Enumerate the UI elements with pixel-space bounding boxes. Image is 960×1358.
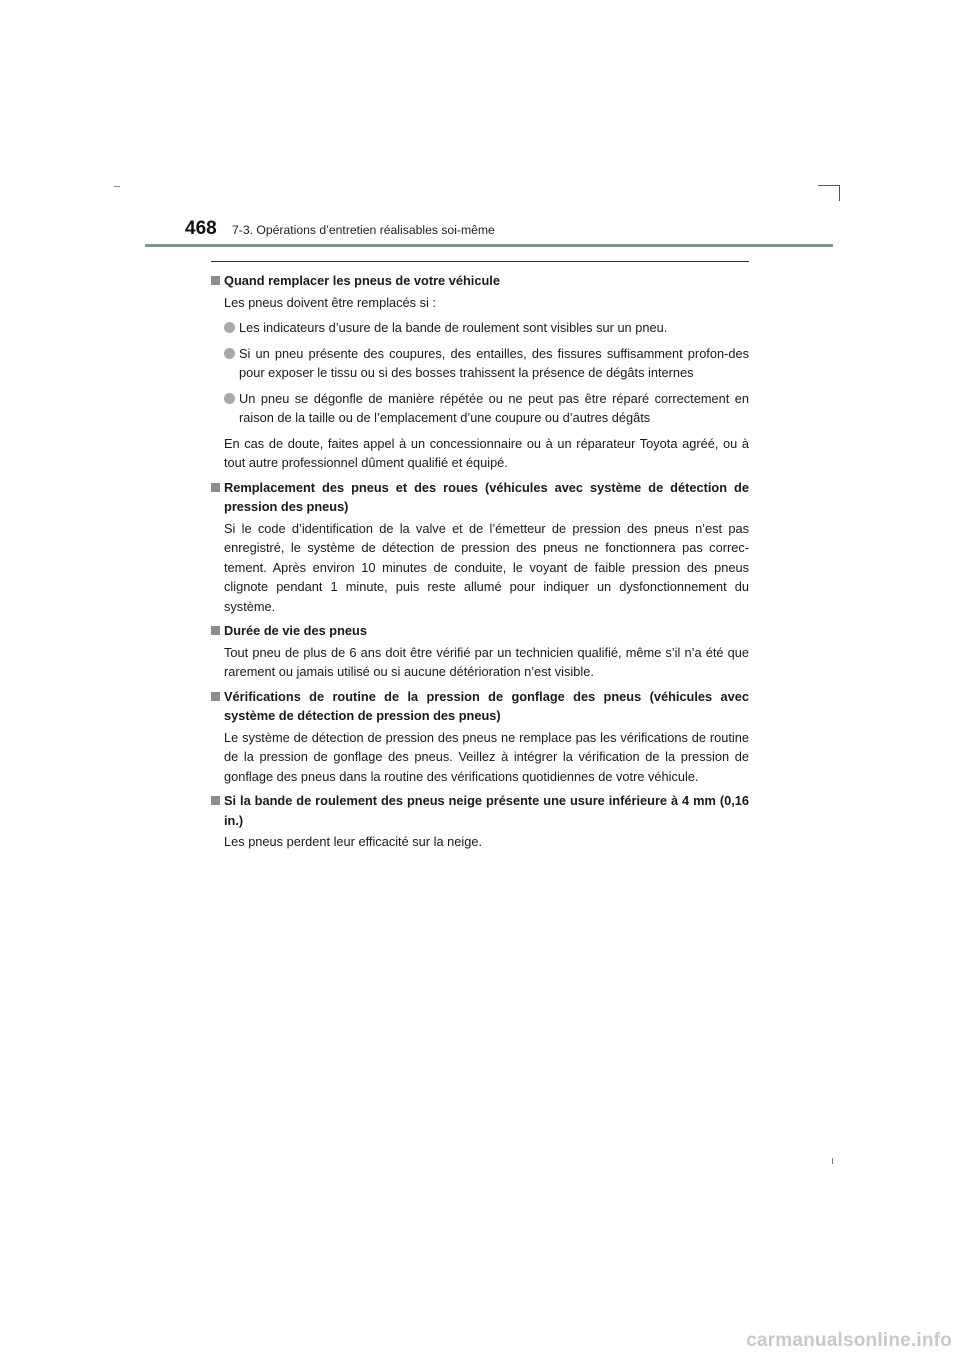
list-item	[224, 389, 749, 428]
section-when-to-replace	[211, 271, 749, 473]
square-bullet-icon	[211, 796, 220, 805]
section-heading	[211, 791, 749, 830]
crop-mark-top-right-vertical	[839, 185, 840, 201]
paragraph: Les pneus doivent être remplacés si :	[224, 294, 436, 310]
content-rule	[211, 261, 749, 262]
page-number: 468	[185, 218, 217, 239]
heading-text: Durée de vie des pneus	[224, 623, 367, 638]
paragraph: Si le code d’identification de la valve et de l’émetteur de pression des pneus n’est pas enregistré, le système de détection de pression des pneus ne fonctionnera pas correc-tement. Après environ 10 minutes de conduite, le voyant de faible pression des pneus clignote pendant 1 minute, puis reste allumé pour indiquer un dysfonctionnement du système.	[224, 520, 749, 614]
square-bullet-icon	[211, 626, 220, 635]
heading-text: Si la bande de roulement des pneus neige présente une usure inférieure à 4 mm (0,16 in.)	[224, 793, 749, 828]
square-bullet-icon	[211, 483, 220, 492]
list-item-text: Si un pneu présente des coupures, des entailles, des fissures suffisamment profon-des pour exposer le tissu ou si des bosses trahissent la présence de dégâts internes	[239, 345, 749, 380]
square-bullet-icon	[211, 276, 220, 285]
round-bullet-icon	[224, 393, 235, 404]
paragraph: Les pneus perdent leur efficacité sur la neige.	[224, 834, 482, 849]
page-content	[211, 266, 749, 852]
list-item	[224, 344, 749, 383]
heading-text: Quand remplacer les pneus de votre véhicule	[224, 273, 500, 288]
section-heading	[211, 478, 749, 517]
header-rule	[145, 244, 833, 247]
crop-mark-top-left	[114, 186, 120, 187]
paragraph: Tout pneu de plus de 6 ans doit être vérifié par un technicien qualifié, même s’il n’a été que rarement ou jamais utilisé ou si aucune détérioration n’est visible.	[224, 644, 749, 679]
section-tire-lifespan	[211, 621, 749, 682]
list-item	[224, 318, 749, 338]
section-heading	[211, 271, 749, 291]
section-heading	[211, 687, 749, 726]
crop-mark-top-right	[818, 185, 840, 186]
section-heading	[211, 621, 749, 641]
running-header: 7-3. Opérations d’entretien réalisables soi-même	[232, 223, 495, 237]
round-bullet-icon	[224, 348, 235, 359]
heading-text: Vérifications de routine de la pression de gonflage des pneus (véhicules avec système de détection de pression des pneus)	[224, 688, 749, 723]
paragraph: Le système de détection de pression des pneus ne remplace pas les vérifications de routine de la pression de gonflage des pneus. Veillez à intégrer la vérification de la pression de gonflage des pneus dans la routine des vérifications quotidiennes de votre véhicule.	[224, 729, 749, 784]
list-item-text: Un pneu se dégonfle de manière répétée ou ne peut pas être réparé correctement en raison de la taille ou de l’emplacement d’une coupure ou d’autres dégâts	[239, 390, 749, 425]
section-snow-tire-wear	[211, 791, 749, 852]
section-tire-wheel-replacement	[211, 478, 749, 617]
square-bullet-icon	[211, 692, 220, 701]
heading-text: Remplacement des pneus et des roues (véhicules avec système de détection de pression des pneus)	[224, 479, 749, 514]
crop-mark-bottom-right	[832, 1158, 833, 1164]
watermark: carmanualsonline.info	[746, 1330, 952, 1351]
section-routine-pressure-checks	[211, 687, 749, 787]
round-bullet-icon	[224, 322, 235, 333]
list-item-text: Les indicateurs d’usure de la bande de roulement sont visibles sur un pneu.	[239, 320, 668, 335]
paragraph: En cas de doute, faites appel à un concessionnaire ou à un réparateur Toyota agréé, ou à tout autre professionnel dûment qualifié et équipé.	[224, 435, 749, 470]
